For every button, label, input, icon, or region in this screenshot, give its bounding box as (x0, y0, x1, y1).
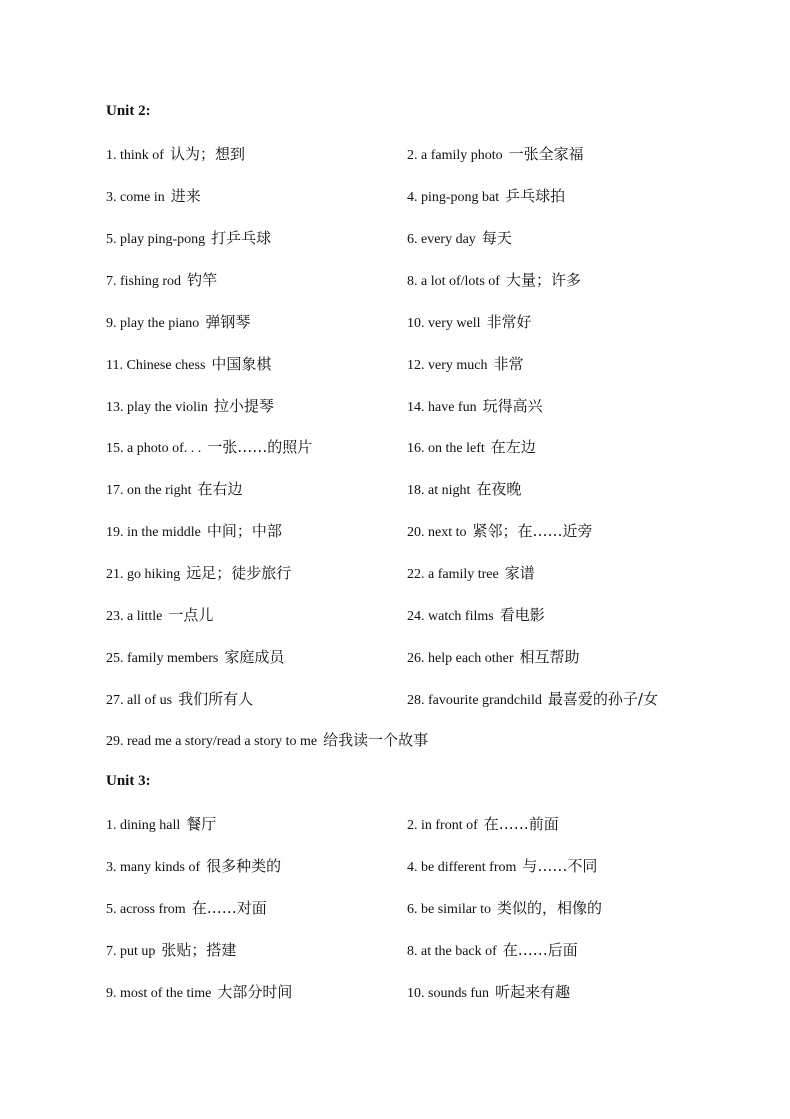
vocab-english: 27. all of us (106, 693, 173, 708)
vocab-item (106, 687, 253, 713)
vocab-row (106, 728, 746, 752)
vocab-chinese: 家庭成员 (224, 648, 285, 666)
vocab-english: 10. sounds fun (407, 986, 490, 1001)
vocab-english: 28. favourite grandchild (407, 693, 542, 708)
vocab-chinese: 最喜爱的孙子/女 (547, 690, 658, 708)
vocab-chinese: 给我读一个故事 (323, 731, 429, 749)
vocab-chinese: 中间；中部 (206, 522, 282, 540)
vocab-english: 20. next to (407, 525, 467, 540)
vocab-chinese: 相互帮助 (519, 648, 580, 666)
vocab-item (106, 938, 236, 964)
vocab-item (407, 645, 580, 671)
vocab-row (106, 854, 746, 878)
vocab-item (106, 561, 291, 587)
vocab-english: 24. watch films (407, 609, 494, 624)
vocab-chinese: 在左边 (490, 438, 536, 456)
vocab-english: 9. most of the time (106, 986, 212, 1001)
vocab-item (407, 896, 602, 922)
vocab-row (106, 352, 746, 376)
vocab-chinese: 玩得高兴 (482, 397, 543, 415)
vocab-item (106, 268, 217, 294)
vocab-item (407, 394, 543, 420)
vocab-row (106, 142, 746, 166)
vocab-item (407, 854, 597, 880)
vocab-english: 7. put up (106, 944, 156, 959)
vocab-english: 5. across from (106, 902, 186, 917)
vocab-chinese: 餐厅 (186, 815, 217, 833)
vocab-chinese: 我们所有人 (178, 690, 254, 708)
vocab-item (106, 645, 284, 671)
vocab-english: 25. family members (106, 651, 219, 666)
vocab-chinese: 在右边 (197, 480, 243, 498)
vocab-item (407, 184, 565, 210)
vocab-item (106, 812, 216, 838)
vocab-english: 6. be similar to (407, 902, 491, 917)
vocab-row (106, 394, 746, 418)
vocab-item (106, 519, 282, 545)
vocab-item (407, 938, 578, 964)
vocab-english: 26. help each other (407, 651, 514, 666)
vocab-row (106, 477, 746, 501)
vocab-item (407, 687, 658, 713)
vocab-chinese: 远足；徒步旅行 (186, 564, 292, 582)
vocab-item (106, 352, 271, 378)
vocab-item (407, 142, 584, 168)
unit-heading: Unit 3: (106, 773, 151, 789)
vocab-item (407, 980, 570, 1006)
vocab-item (106, 142, 245, 168)
vocab-chinese: 家谱 (504, 564, 535, 582)
vocab-english: 5. play ping-pong (106, 232, 206, 247)
vocab-chinese: 一张……的照片 (207, 438, 313, 456)
vocab-row (106, 812, 746, 836)
vocab-row (106, 561, 746, 585)
vocab-chinese: 张贴；搭建 (161, 941, 237, 959)
unit-heading: Unit 2: (106, 103, 151, 119)
vocab-item (407, 477, 521, 503)
vocab-item (106, 603, 213, 629)
vocab-english: 29. read me a story/read a story to me (106, 734, 318, 749)
vocab-row (106, 519, 746, 543)
vocab-item (407, 310, 532, 336)
vocab-chinese: 非常好 (486, 313, 532, 331)
vocab-english: 3. come in (106, 190, 165, 205)
vocab-english: 10. very well (407, 316, 481, 331)
vocab-item (407, 603, 545, 629)
vocab-english: 9. play the piano (106, 316, 200, 331)
vocab-english: 7. fishing rod (106, 274, 182, 289)
vocab-chinese: 很多种类的 (206, 857, 282, 875)
vocab-item (106, 980, 292, 1006)
vocab-item (106, 226, 271, 252)
vocab-english: 4. be different from (407, 860, 517, 875)
vocab-row (106, 645, 746, 669)
vocab-item (407, 519, 593, 545)
vocab-item (106, 477, 243, 503)
vocab-row (106, 938, 746, 962)
vocab-chinese: 在夜晚 (476, 480, 522, 498)
vocab-english: 11. Chinese chess (106, 358, 206, 373)
vocab-english: 14. have fun (407, 400, 477, 415)
vocab-chinese: 大部分时间 (217, 983, 293, 1001)
vocab-chinese: 打乒乓球 (211, 229, 272, 247)
vocab-english: 2. in front of (407, 818, 478, 833)
vocab-chinese: 进来 (170, 187, 201, 205)
vocab-chinese: 听起来有趣 (495, 983, 571, 1001)
vocab-english: 21. go hiking (106, 567, 181, 582)
vocab-row (106, 687, 746, 711)
vocab-chinese: 在……前面 (483, 815, 559, 833)
vocab-item (106, 394, 274, 420)
vocab-row (106, 896, 746, 920)
vocab-english: 6. every day (407, 232, 476, 247)
vocab-item (106, 184, 201, 210)
vocab-chinese: 每天 (481, 229, 512, 247)
vocab-chinese: 钓竿 (187, 271, 218, 289)
vocab-chinese: 认为；想到 (169, 145, 245, 163)
vocab-chinese: 一点儿 (168, 606, 214, 624)
vocab-row (106, 603, 746, 627)
vocab-english: 4. ping-pong bat (407, 190, 500, 205)
vocab-english: 1. dining hall (106, 818, 181, 833)
vocab-item (407, 812, 559, 838)
vocab-item (407, 352, 524, 378)
vocab-item (106, 310, 250, 336)
vocab-chinese: 与……不同 (522, 857, 598, 875)
vocab-english: 15. a photo of. . . (106, 441, 202, 456)
vocab-chinese: 乒乓球拍 (505, 187, 566, 205)
vocab-english: 1. think of (106, 148, 164, 163)
vocab-chinese: 大量；许多 (505, 271, 581, 289)
vocab-english: 23. a little (106, 609, 163, 624)
vocab-chinese: 看电影 (499, 606, 545, 624)
vocab-item (106, 854, 281, 880)
vocab-english: 22. a family tree (407, 567, 499, 582)
vocab-row (106, 435, 746, 459)
vocab-chinese: 弹钢琴 (205, 313, 251, 331)
vocab-english: 13. play the violin (106, 400, 208, 415)
vocab-item (407, 435, 536, 461)
vocab-chinese: 中国象棋 (211, 355, 272, 373)
vocab-item (407, 226, 512, 252)
vocab-chinese: 在……后面 (502, 941, 578, 959)
vocab-english: 19. in the middle (106, 525, 201, 540)
vocab-english: 18. at night (407, 483, 471, 498)
vocab-english: 16. on the left (407, 441, 485, 456)
vocab-chinese: 非常 (493, 355, 524, 373)
vocab-row (106, 184, 746, 208)
vocab-item (106, 896, 267, 922)
vocab-chinese: 类似的，相像的 (497, 899, 603, 917)
vocab-item (407, 268, 581, 294)
vocab-english: 12. very much (407, 358, 488, 373)
vocab-english: 2. a family photo (407, 148, 503, 163)
vocab-english: 8. at the back of (407, 944, 497, 959)
vocab-english: 17. on the right (106, 483, 192, 498)
vocab-row (106, 980, 746, 1004)
vocab-item (407, 561, 535, 587)
vocab-row (106, 268, 746, 292)
vocab-english: 8. a lot of/lots of (407, 274, 500, 289)
vocab-english: 3. many kinds of (106, 860, 201, 875)
vocab-row (106, 310, 746, 334)
vocab-item (106, 435, 312, 461)
vocab-chinese: 拉小提琴 (213, 397, 274, 415)
vocab-chinese: 紧邻；在……近旁 (472, 522, 593, 540)
vocab-chinese: 一张全家福 (508, 145, 584, 163)
vocab-row (106, 226, 746, 250)
vocab-item (106, 728, 428, 754)
vocab-chinese: 在……对面 (191, 899, 267, 917)
